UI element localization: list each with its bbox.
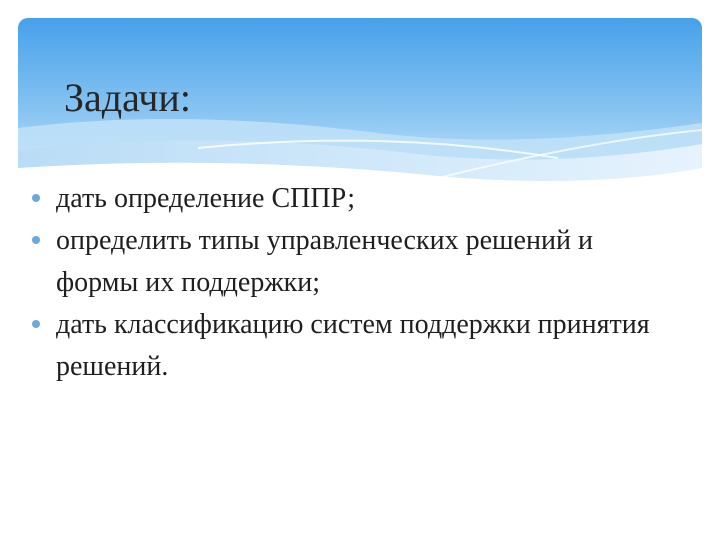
bullet-icon [32, 236, 40, 244]
bullet-list [26, 178, 666, 388]
bullet-icon [32, 320, 40, 328]
bullet-text: определить типы управленческих решений и формы их поддержки; [56, 225, 593, 298]
bullet-icon [32, 194, 40, 202]
list-item [26, 220, 666, 304]
bullet-text: дать классификацию систем поддержки принятия решений. [56, 309, 650, 382]
list-item [26, 178, 666, 220]
bullet-text: дать определение СППР; [56, 183, 355, 214]
slide-title: Задачи: [64, 75, 191, 120]
list-item [26, 304, 666, 388]
header-banner [18, 18, 702, 198]
